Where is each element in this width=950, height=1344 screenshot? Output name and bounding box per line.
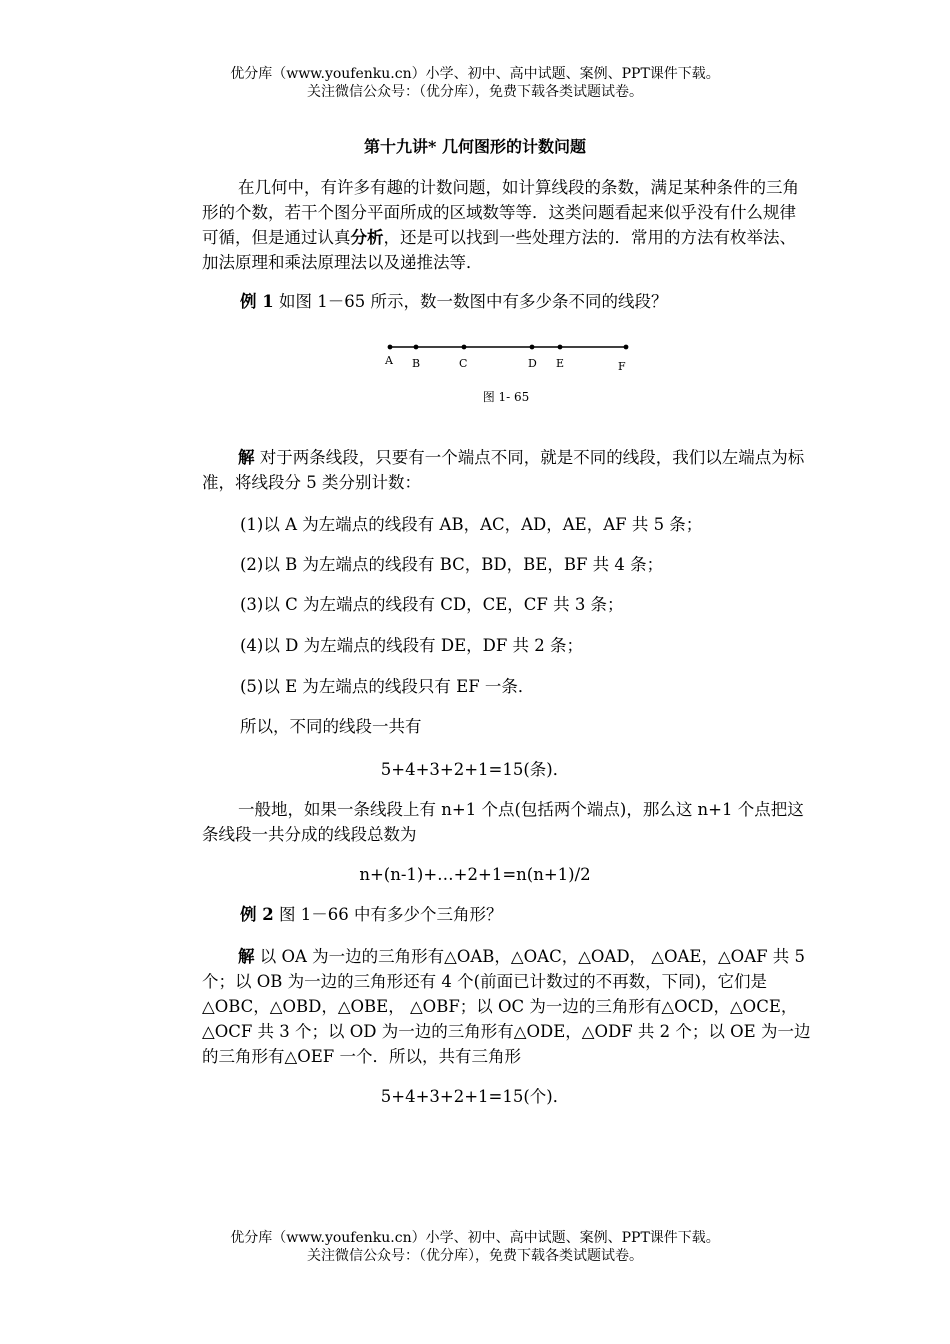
point-d: [528, 345, 537, 370]
intro-bold: 分析: [350, 228, 384, 247]
case-1: (1)以 A 为左端点的线段有 AB，AC，AD，AE，AF 共 5 条；: [240, 515, 703, 534]
point-a-label: A: [385, 354, 393, 367]
footer-line-2: 关注微信公众号：（优分库），免费下载各类试题试卷。: [307, 1248, 643, 1264]
solution-1: [202, 445, 812, 495]
example-1: [240, 291, 667, 313]
example-2-text: 图 1－66 中有多少个三角形？: [273, 905, 503, 924]
header-line-2: 关注微信公众号：（优分库），免费下载各类试题试卷。: [307, 84, 643, 100]
point-f: [618, 345, 628, 373]
header-line-1: 优分库（www.youfenku.cn）小学、初中、高中试题、案例、PPT课件下载。: [230, 66, 720, 82]
example-2-label: 例 2: [240, 905, 274, 924]
formula-1: 5+4+3+2+1=15(条)．: [380, 760, 570, 779]
point-b: [412, 345, 420, 370]
case-2: (2)以 B 为左端点的线段有 BC，BD，BE，BF 共 4 条；: [240, 555, 664, 574]
case-5: (5)以 E 为左端点的线段只有 EF 一条．: [240, 677, 535, 696]
point-c-label: C: [459, 357, 468, 370]
point-e: [556, 345, 564, 370]
point-e-label: E: [556, 357, 565, 370]
solution-2: [202, 944, 812, 1069]
intro-text-1: 在几何中，有许多有趣的计数问题，如计算线段的条数，满足某种条件的三角形的个数，若干个图分平面所成的区域数等等．这类问题看起来似乎没有什么规律可循，但是通过认真: [202, 178, 799, 247]
page-title: 第十九讲* 几何图形的计数问题: [364, 137, 586, 156]
solution-1-label: 解: [238, 448, 255, 467]
example-1-label: 例 1: [240, 292, 274, 311]
so-text: 所以，不同的线段一共有: [240, 717, 422, 736]
formula-3: 5+4+3+2+1=15(个)．: [380, 1087, 570, 1106]
point-b-label: B: [412, 357, 421, 370]
solution-2-text: 以 OA 为一边的三角形有△OAB，△OAC，△OAD， △OAE，△OAF 共 5 个；以 OB 为一边的三角形还有 4 个(前面已计数过的不再数，下同)，它们是△OBC，△OBD，△OBE， △OBF；以 OC 为一边的三角形有△OCD，△OCE，△OCF 共 3 个；以 OD 为一边的三角形有△ODE，△ODF 共 2 个；以 OE 为一边的三角形有△OEF 一个．所以，共有三角形: [202, 947, 811, 1066]
point-c: [459, 345, 467, 370]
figure-1-65: [380, 330, 640, 380]
case-3: (3)以 C 为左端点的线段有 CD，CE，CF 共 3 条；: [240, 595, 624, 614]
example-1-text: 如图 1－65 所示，数一数图中有多少条不同的线段？: [273, 292, 668, 311]
point-f-label: F: [618, 360, 626, 373]
intro-text-2: ，还是可以找到一些处理方法的．常用的方法有枚举法、加法原理和乘法原理法以及递推法等．: [202, 228, 796, 272]
general-paragraph: 一般地，如果一条线段上有 n+1 个点(包括两个端点)，那么这 n+1 个点把这条线段一共分成的线段总数为: [202, 800, 804, 844]
case-4: (4)以 D 为左端点的线段有 DE，DF 共 2 条；: [240, 636, 584, 655]
point-a: [384, 345, 394, 367]
figure-caption: 图 1- 65: [482, 390, 530, 404]
formula-2: n+(n-1)+…+2+1=n(n+1)/2: [359, 865, 591, 884]
footer-line-1: 优分库（www.youfenku.cn）小学、初中、高中试题、案例、PPT课件下载。: [230, 1230, 720, 1246]
example-2: [240, 904, 502, 926]
intro-paragraph: [202, 175, 812, 275]
solution-2-label: 解: [238, 947, 255, 966]
point-d-label: D: [528, 357, 537, 370]
solution-1-text: 对于两条线段，只要有一个端点不同，就是不同的线段，我们以左端点为标准，将线段分 5 类分别计数：: [202, 448, 805, 492]
